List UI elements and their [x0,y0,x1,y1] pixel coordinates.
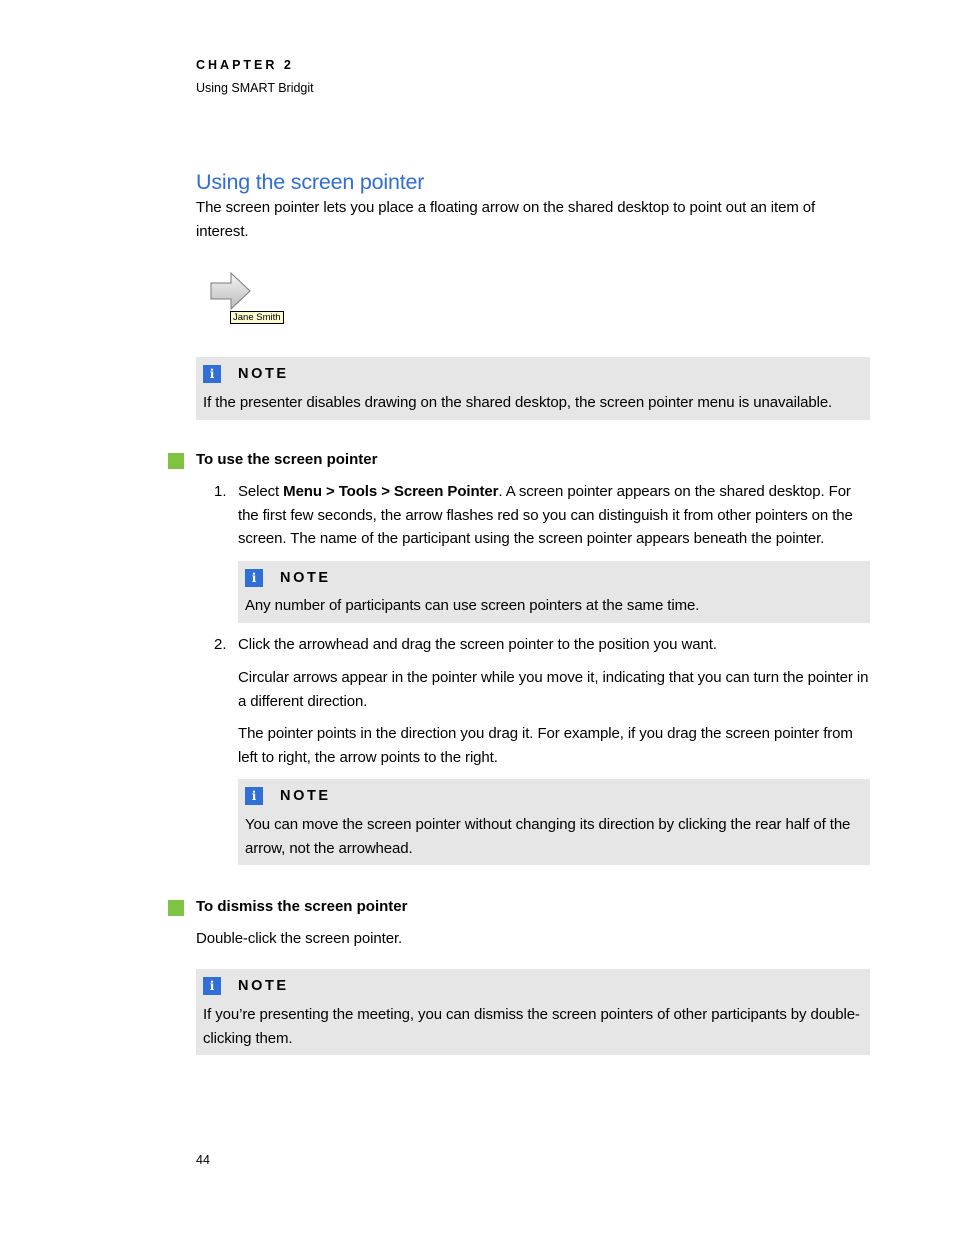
note-text: Any number of participants can use screen pointers at the same time. [245,597,700,614]
procedure-title: To use the screen pointer [196,451,378,468]
note-box [238,561,870,623]
note-text: You can move the screen pointer without changing its direction by clicking the rear half of the arrow, not the arrowhead. [245,816,851,857]
chapter-subtitle: Using SMART Bridgit [196,81,314,95]
info-icon: i [245,569,263,587]
procedure-text: Double-click the screen pointer. [196,930,403,947]
note-box [196,357,870,420]
step-paragraph: The pointer points in the direction you drag it. For example, if you drag the screen pointer from left to right, the arrow points to the right. [238,725,853,766]
info-icon: i [203,977,221,995]
page-number: 44 [196,1153,210,1167]
screen-pointer-term: Screen Pointer [393,483,499,500]
section-intro: The screen pointer lets you place a floating arrow on the shared desktop to point out an item of interest. [196,199,816,240]
pointer-name-label: Jane Smith [230,311,284,324]
procedure-icon [168,900,184,916]
section-title: Using the screen pointer [196,170,425,194]
step-paragraph: Circular arrows appear in the pointer while you move it, indicating that you can turn the pointer in a different direction. [238,669,869,710]
screen-pointer-figure [208,270,288,330]
chapter-label: CHAPTER 2 [196,58,294,72]
note-label: NOTE [280,569,331,586]
note-text: If the presenter disables drawing on the shared desktop, the screen pointer menu is unavailable. [203,394,833,411]
step-number: 2. [214,636,227,653]
note-label: NOTE [238,365,289,382]
note-box [238,779,870,865]
note-label: NOTE [280,787,331,804]
note-label: NOTE [238,977,289,994]
step-text: Click the arrowhead and drag the screen pointer to the position you want. [238,636,717,653]
procedure-title: To dismiss the screen pointer [196,898,408,915]
note-box [196,969,870,1055]
info-icon: i [245,787,263,805]
procedure-icon [168,453,184,469]
arrow-pointer-icon [208,270,254,312]
tools-term: Tools [338,483,378,500]
step-number: 1. [214,483,227,500]
step-text: Select Menu > Tools > Screen Pointer. A screen pointer appears on the shared desktop. For the first few seconds, the arrow flashes red so you can distinguish it from other pointers on the screen. The name of the participant using the screen pointer appears beneath the pointer. [238,483,853,547]
info-icon: i [203,365,221,383]
menu-term: Menu [283,483,322,500]
note-text: If you’re presenting the meeting, you can dismiss the screen pointers of other participants by double-clicking them. [203,1006,860,1047]
